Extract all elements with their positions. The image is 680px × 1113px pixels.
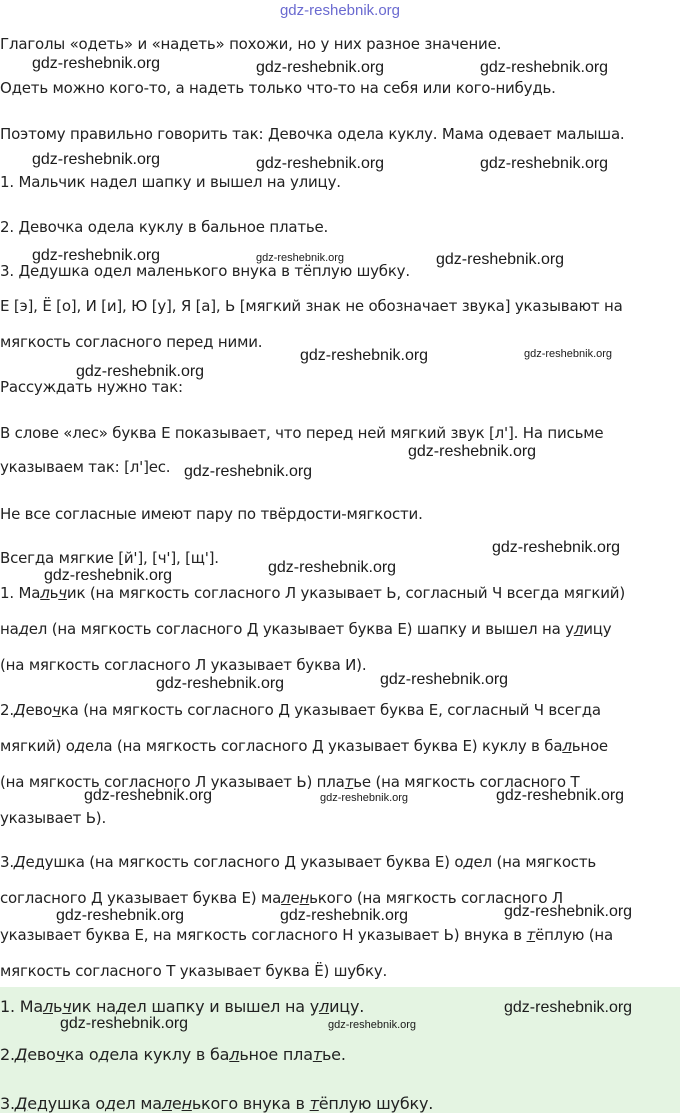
analysis-3-line-2: согласного Д указывает буква Е) маленького (на мягкость согласного Л [0, 889, 563, 907]
analysis-3-line-4: мягкость согласного Т указывает буква Ё) шубку. [0, 962, 388, 980]
intro-line-2: Одеть можно кого-то, а надеть только что-то на себя или кого-нибудь. [0, 79, 556, 97]
watermark: gdz-reshebnik.org [84, 787, 213, 804]
sentence-3: 3. Дедушка одел маленького внука в тёплую шубку. [0, 262, 410, 280]
rule-line-2: мягкость согласного перед ними. [0, 333, 263, 351]
analysis-1-line-3: (на мягкость согласного Л указывает буква И). [0, 656, 367, 674]
analysis-2-line-2: мягкий) одела (на мягкость согласного Д указывает буква Е) куклу в бальное [0, 737, 608, 755]
analysis-2-line-4: указывает Ь). [0, 809, 107, 827]
watermark: gdz-reshebnik.org [408, 443, 537, 460]
watermark: gdz-reshebnik.org [32, 151, 161, 168]
intro-line-1: Глаголы «одеть» и «надеть» похожи, но у них разное значение. [0, 35, 502, 53]
header-watermark[interactable]: gdz-reshebnik.org [279, 2, 401, 19]
watermark: gdz-reshebnik.org [492, 539, 621, 556]
watermark: gdz-reshebnik.org [480, 155, 609, 172]
watermark: gdz-reshebnik.org [256, 252, 345, 264]
watermark: gdz-reshebnik.org [436, 251, 565, 268]
watermark: gdz-reshebnik.org [32, 55, 161, 72]
watermark: gdz-reshebnik.org [76, 363, 205, 380]
watermark: gdz-reshebnik.org [44, 567, 173, 584]
analysis-1-line-1: 1. Мальчик (на мягкость согласного Л указывает Ь, согласный Ч всегда мягкий) [0, 584, 626, 602]
watermark: gdz-reshebnik.org [32, 247, 161, 264]
rule-line-6: Не все согласные имеют пару по твёрдости-мягкости. [0, 505, 423, 523]
watermark: gdz-reshebnik.org [328, 1019, 417, 1031]
watermark: gdz-reshebnik.org [504, 999, 633, 1016]
watermark: gdz-reshebnik.org [256, 155, 385, 172]
analysis-3-line-3: указывает буква Е, на мягкость согласного Н указывает Ь) внука в тёплую (на [0, 926, 614, 944]
analysis-3-line-1: 3.Дедушка (на мягкость согласного Д указывает буква Е) одел (на мягкость [0, 853, 597, 871]
analysis-2-line-3: (на мягкость согласного Л указывает Ь) платье (на мягкость согласного Т [0, 773, 580, 791]
intro-line-3: Поэтому правильно говорить так: Девочка одела куклу. Мама одевает малыша. [0, 125, 625, 143]
watermark: gdz-reshebnik.org [320, 792, 409, 804]
watermark: gdz-reshebnik.org [56, 907, 185, 924]
watermark: gdz-reshebnik.org [524, 348, 613, 360]
rule-line-3: Рассуждать нужно так: [0, 378, 183, 396]
analysis-1-line-2: надел (на мягкость согласного Д указывает буква Е) шапку и вышел на улицу [0, 620, 612, 638]
watermark: gdz-reshebnik.org [496, 787, 625, 804]
watermark: gdz-reshebnik.org [256, 59, 385, 76]
sentence-2: 2. Девочка одела куклу в бальное платье. [0, 218, 329, 236]
analysis-2-line-1: 2.Девочка (на мягкость согласного Д указывает буква Е, согласный Ч всегда [0, 701, 601, 719]
watermark: gdz-reshebnik.org [156, 675, 285, 692]
rule-line-4: В слове «лес» буква Е показывает, что перед ней мягкий звук [л']. На письме [0, 424, 604, 442]
watermark: gdz-reshebnik.org [184, 463, 313, 480]
watermark: gdz-reshebnik.org [280, 907, 409, 924]
rule-line-5: указываем так: [л']ес. [0, 458, 171, 476]
rule-line-7: Всегда мягкие [й'], [ч'], [щ']. [0, 549, 219, 567]
watermark: gdz-reshebnik.org [504, 903, 633, 920]
watermark: gdz-reshebnik.org [60, 1015, 189, 1032]
answer-line-3: 3.Дедушка одел маленького внука в тёплую шубку. [0, 1094, 434, 1113]
answer-line-2: 2.Девочка одела куклу в бальное платье. [0, 1045, 346, 1064]
answer-line-1: 1. Мальчик надел шапку и вышел на улицу. [0, 997, 365, 1016]
watermark: gdz-reshebnik.org [300, 347, 429, 364]
watermark: gdz-reshebnik.org [268, 559, 397, 576]
rule-line-1: Е [э], Ё [о], И [и], Ю [у], Я [а], Ь [мягкий знак не обозначает звука] указывают на [0, 297, 623, 315]
sentence-1: 1. Мальчик надел шапку и вышел на улицу. [0, 173, 341, 191]
watermark: gdz-reshebnik.org [480, 59, 609, 76]
watermark: gdz-reshebnik.org [380, 671, 509, 688]
